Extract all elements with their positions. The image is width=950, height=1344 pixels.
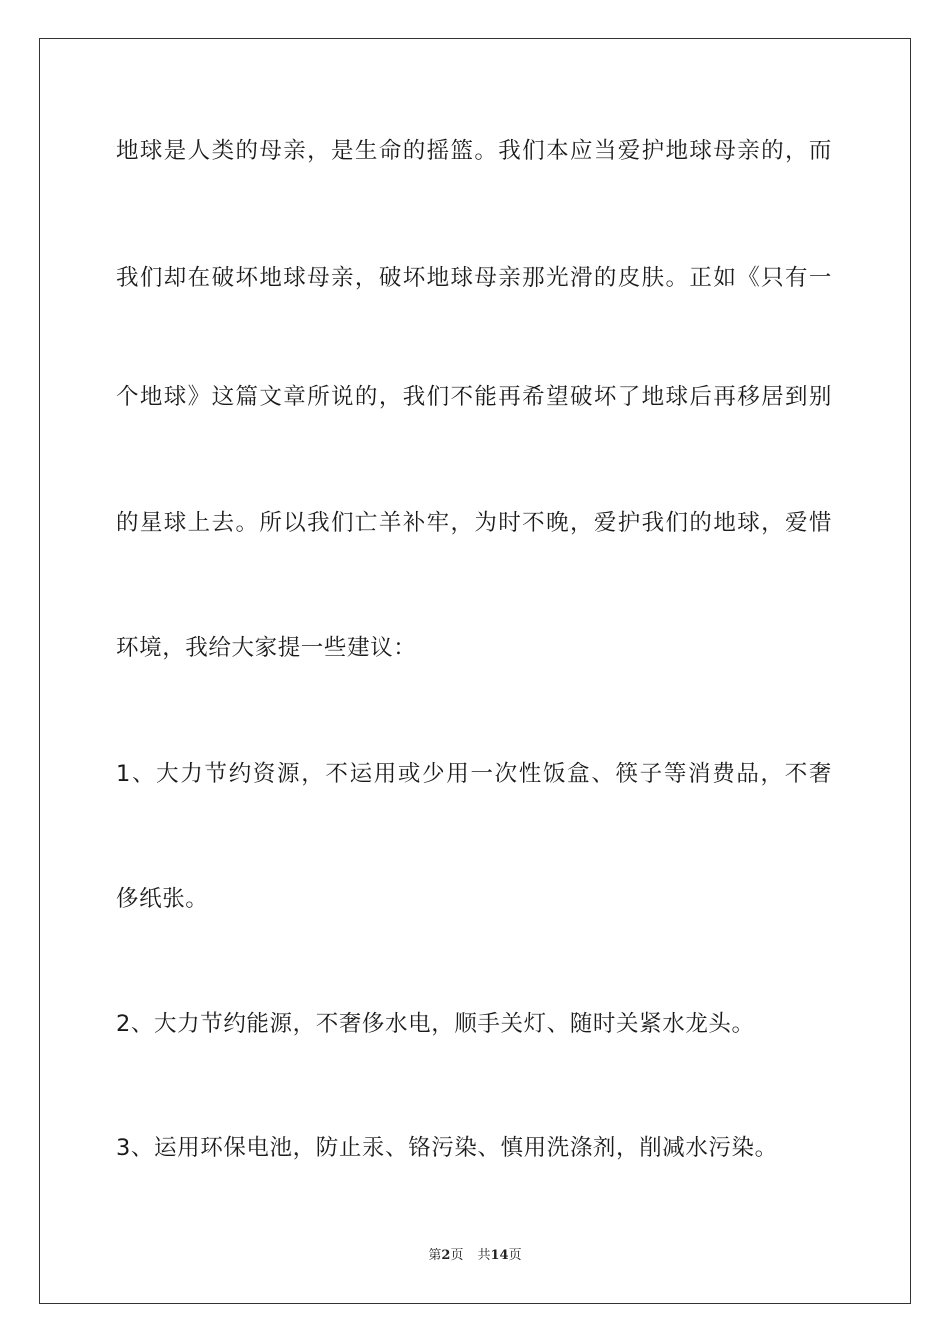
page-number: 2: [441, 1248, 451, 1263]
paragraph-line-3: 个地球》这篇文章所说的，我们不能再希望破坏了地球后再移居到别: [116, 384, 832, 410]
page-footer: [0, 1247, 950, 1265]
paragraph-line-4: 的星球上去。所以我们亡羊补牢，为时不晚，爱护我们的地球，爱惜: [116, 510, 832, 536]
list-item-1-line-1: 1、大力节约资源，不运用或少用一次性饭盒、筷子等消费品，不奢: [116, 761, 832, 787]
paragraph-line-1: 地球是人类的母亲，是生命的摇篮。我们本应当爱护地球母亲的，而: [116, 138, 832, 164]
list-item-2: 2、大力节约能源，不奢侈水电，顺手关灯、随时关紧水龙头。: [116, 1011, 755, 1037]
total-suffix: 页: [508, 1248, 522, 1263]
page-suffix: 页: [450, 1248, 464, 1263]
paragraph-line-2: 我们却在破坏地球母亲，破坏地球母亲那光滑的皮肤。正如《只有一: [116, 265, 832, 291]
list-item-3: 3、运用环保电池，防止汞、铬污染、慎用洗涤剂，削减水污染。: [116, 1135, 778, 1161]
page-prefix: 第: [428, 1248, 442, 1263]
total-pages: 14: [490, 1248, 509, 1263]
page-border: [39, 38, 911, 1304]
total-prefix: 共: [477, 1248, 491, 1263]
paragraph-line-5: 环境，我给大家提一些建议：: [116, 635, 417, 661]
list-item-1-line-2: 侈纸张。: [116, 886, 209, 912]
